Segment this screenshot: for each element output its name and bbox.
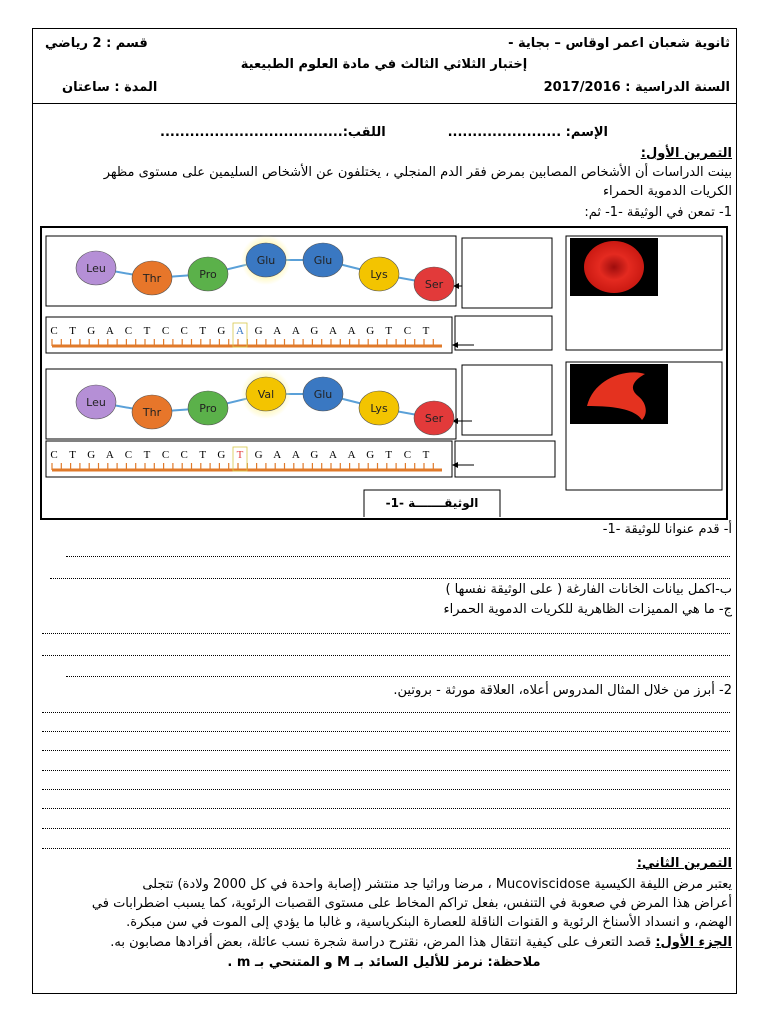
sickle-amino-acid-label: Thr	[142, 406, 162, 419]
sickle-dna-base: G	[87, 449, 96, 461]
sickle-amino-acid-label: Pro	[199, 402, 217, 415]
sickle-dna-base: G	[310, 449, 319, 461]
sickle-amino-acid-label: Val	[257, 388, 275, 401]
sickle-amino-acid-label: Lys	[370, 402, 388, 415]
sickle-dna-base: C	[161, 449, 170, 461]
normal-dna-base: T	[69, 325, 76, 337]
normal-dna-base: T	[385, 325, 393, 337]
sickle-dna-base: A	[329, 449, 337, 461]
normal-dna-base: A	[236, 325, 244, 337]
answer-line[interactable]	[66, 556, 730, 557]
name-field[interactable]: الإسم: .......................	[447, 125, 608, 140]
class-label: قسم : 2 رياضي	[45, 36, 148, 51]
exercise2-line2: أعراض هذا المرض في صعوبة في التنفس، بفعل تراكم المخاط على مستوى القصبات الرئوية، كما يسبب اضطرابات في	[91, 896, 732, 911]
question-b: ب-اكمل بيانات الخانات الفارغة ( على الوثيقة نفسها )	[445, 582, 732, 597]
normal-dna-base: C	[403, 325, 412, 337]
sickle-dna-base: T	[422, 449, 430, 461]
school-name: ثانوية شعبان اعمر اوقاس – بجاية -	[508, 36, 730, 51]
normal-amino-acid-label: Lys	[370, 268, 388, 281]
exam-duration: المدة : ساعتان	[62, 80, 158, 95]
sickle-dna-base: C	[403, 449, 412, 461]
school-year: السنة الدراسية : 2017/2016	[543, 80, 730, 95]
header-divider	[32, 103, 737, 104]
sickle-amino-acid-label: Leu	[86, 396, 106, 409]
document-1-figure	[42, 228, 725, 517]
answer-line[interactable]	[42, 731, 730, 732]
sickle-dna-base: T	[69, 449, 76, 461]
answer-line[interactable]	[42, 808, 730, 809]
sickle-amino-acid-label: Glu	[313, 388, 333, 401]
question-c: ج- ما هي المميزات الظاهرية للكريات الدموية الحمراء	[443, 602, 732, 617]
part1-line	[110, 935, 732, 950]
normal-dna-base: G	[217, 325, 226, 337]
normal-amino-acid-label: Thr	[142, 272, 162, 285]
answer-line[interactable]	[42, 655, 730, 656]
sickle-dna-base: C	[124, 449, 133, 461]
normal-amino-acid-label: Glu	[313, 254, 333, 267]
blank-box-3	[462, 365, 552, 435]
normal-dna-base: G	[366, 325, 375, 337]
normal-dna-base: A	[291, 325, 300, 337]
sickle-dna-base: G	[366, 449, 375, 461]
sickle-dna-base: C	[50, 449, 58, 461]
normal-dna-base: T	[199, 325, 207, 337]
normal-dna-base: C	[50, 325, 58, 337]
answer-line[interactable]	[42, 848, 730, 849]
sickle-dna-base: T	[385, 449, 393, 461]
sickle-dna-base: T	[199, 449, 207, 461]
sickle-dna-base: G	[217, 449, 226, 461]
normal-dna-base: A	[347, 325, 356, 337]
normal-amino-acid-label: Leu	[86, 262, 106, 275]
answer-line[interactable]	[50, 578, 730, 579]
exam-title: إختبار الثلاثي الثالث في مادة العلوم الطبيعية	[240, 57, 528, 72]
answer-line[interactable]	[42, 633, 730, 634]
document-caption: الوثيقـــــــة -1-	[385, 496, 479, 510]
sickle-dna-base: T	[236, 449, 244, 461]
answer-line[interactable]	[66, 676, 730, 677]
question-2: 2- أبرز من خلال المثال المدروس أعلاه، العلاقة مورثة - بروتين.	[393, 683, 732, 698]
allele-note: ملاحظة: نرمز للأليل السائد بـ M و المتنحي بـ m .	[227, 955, 541, 970]
sickle-dna-base: A	[347, 449, 356, 461]
exercise1-intro-line1: بينت الدراسات أن الأشخاص المصابين بمرض فقر الدم المنجلي ، يختلفون عن الأشخاص السليمين على مستوى مظهر	[103, 165, 732, 180]
sickle-dna-base: C	[180, 449, 188, 461]
normal-dna-base: T	[143, 325, 151, 337]
normal-red-blood-cell	[584, 241, 644, 293]
part1-text: قصد التعرف على كيفية انتقال هذا المرض، نقترح دراسة شجرة نسب عائلة، بعض أفرادها مصابون به.	[110, 935, 652, 950]
normal-dna-base: A	[273, 325, 282, 337]
part1-label: الجزء الأول:	[655, 935, 732, 950]
sickle-dna-base: A	[273, 449, 282, 461]
exercise1-title: التمرين الأول:	[640, 146, 732, 161]
exercise2-line1: يعتبر مرض الليفة الكيسية Mucoviscidose ، مرضا وراثيا جد منتشر (إصابة واحدة في كل 2000 ولادة) تتجلى	[142, 877, 732, 892]
normal-amino-acid-label: Pro	[199, 268, 217, 281]
blank-box-4	[455, 441, 555, 477]
question-1: 1- تمعن في الوثيقة -1- ثم:	[584, 205, 732, 220]
normal-dna-base: G	[254, 325, 263, 337]
normal-dna-base: T	[422, 325, 430, 337]
sickle-dna-base: A	[291, 449, 300, 461]
exercise2-title: التمرين الثاني:	[636, 856, 732, 871]
normal-dna-base: A	[329, 325, 337, 337]
document-1	[40, 226, 728, 520]
normal-dna-base: G	[310, 325, 319, 337]
sickle-dna-base: T	[143, 449, 151, 461]
normal-amino-acid-label: Ser	[424, 278, 444, 291]
blank-box-1	[462, 238, 552, 308]
sickle-dna-base: G	[254, 449, 263, 461]
sickle-dna-base: A	[105, 449, 114, 461]
exercise2-line3: الهضم، و انسداد الأسناخ الرئوية و القنوات الناقلة للعصارة البنكرياسية، و غالبا ما يؤدي إلى الموت في سن مبكرة.	[126, 915, 732, 930]
answer-line[interactable]	[42, 828, 730, 829]
answer-line[interactable]	[42, 750, 730, 751]
normal-dna-base: A	[105, 325, 114, 337]
answer-line[interactable]	[42, 770, 730, 771]
normal-dna-base: C	[124, 325, 133, 337]
normal-dna-base: G	[87, 325, 96, 337]
normal-dna-base: C	[180, 325, 188, 337]
answer-line[interactable]	[42, 712, 730, 713]
surname-field[interactable]: اللقب:.....................................	[160, 125, 386, 140]
normal-amino-acid-label: Glu	[256, 254, 276, 267]
normal-dna-base: C	[161, 325, 170, 337]
sickle-amino-acid-label: Ser	[424, 412, 444, 425]
exercise1-intro-line2: الكريات الدموية الحمراء	[602, 184, 732, 199]
question-a: أ- قدم عنوانا للوثيقة -1-	[602, 522, 732, 537]
answer-line[interactable]	[42, 789, 730, 790]
